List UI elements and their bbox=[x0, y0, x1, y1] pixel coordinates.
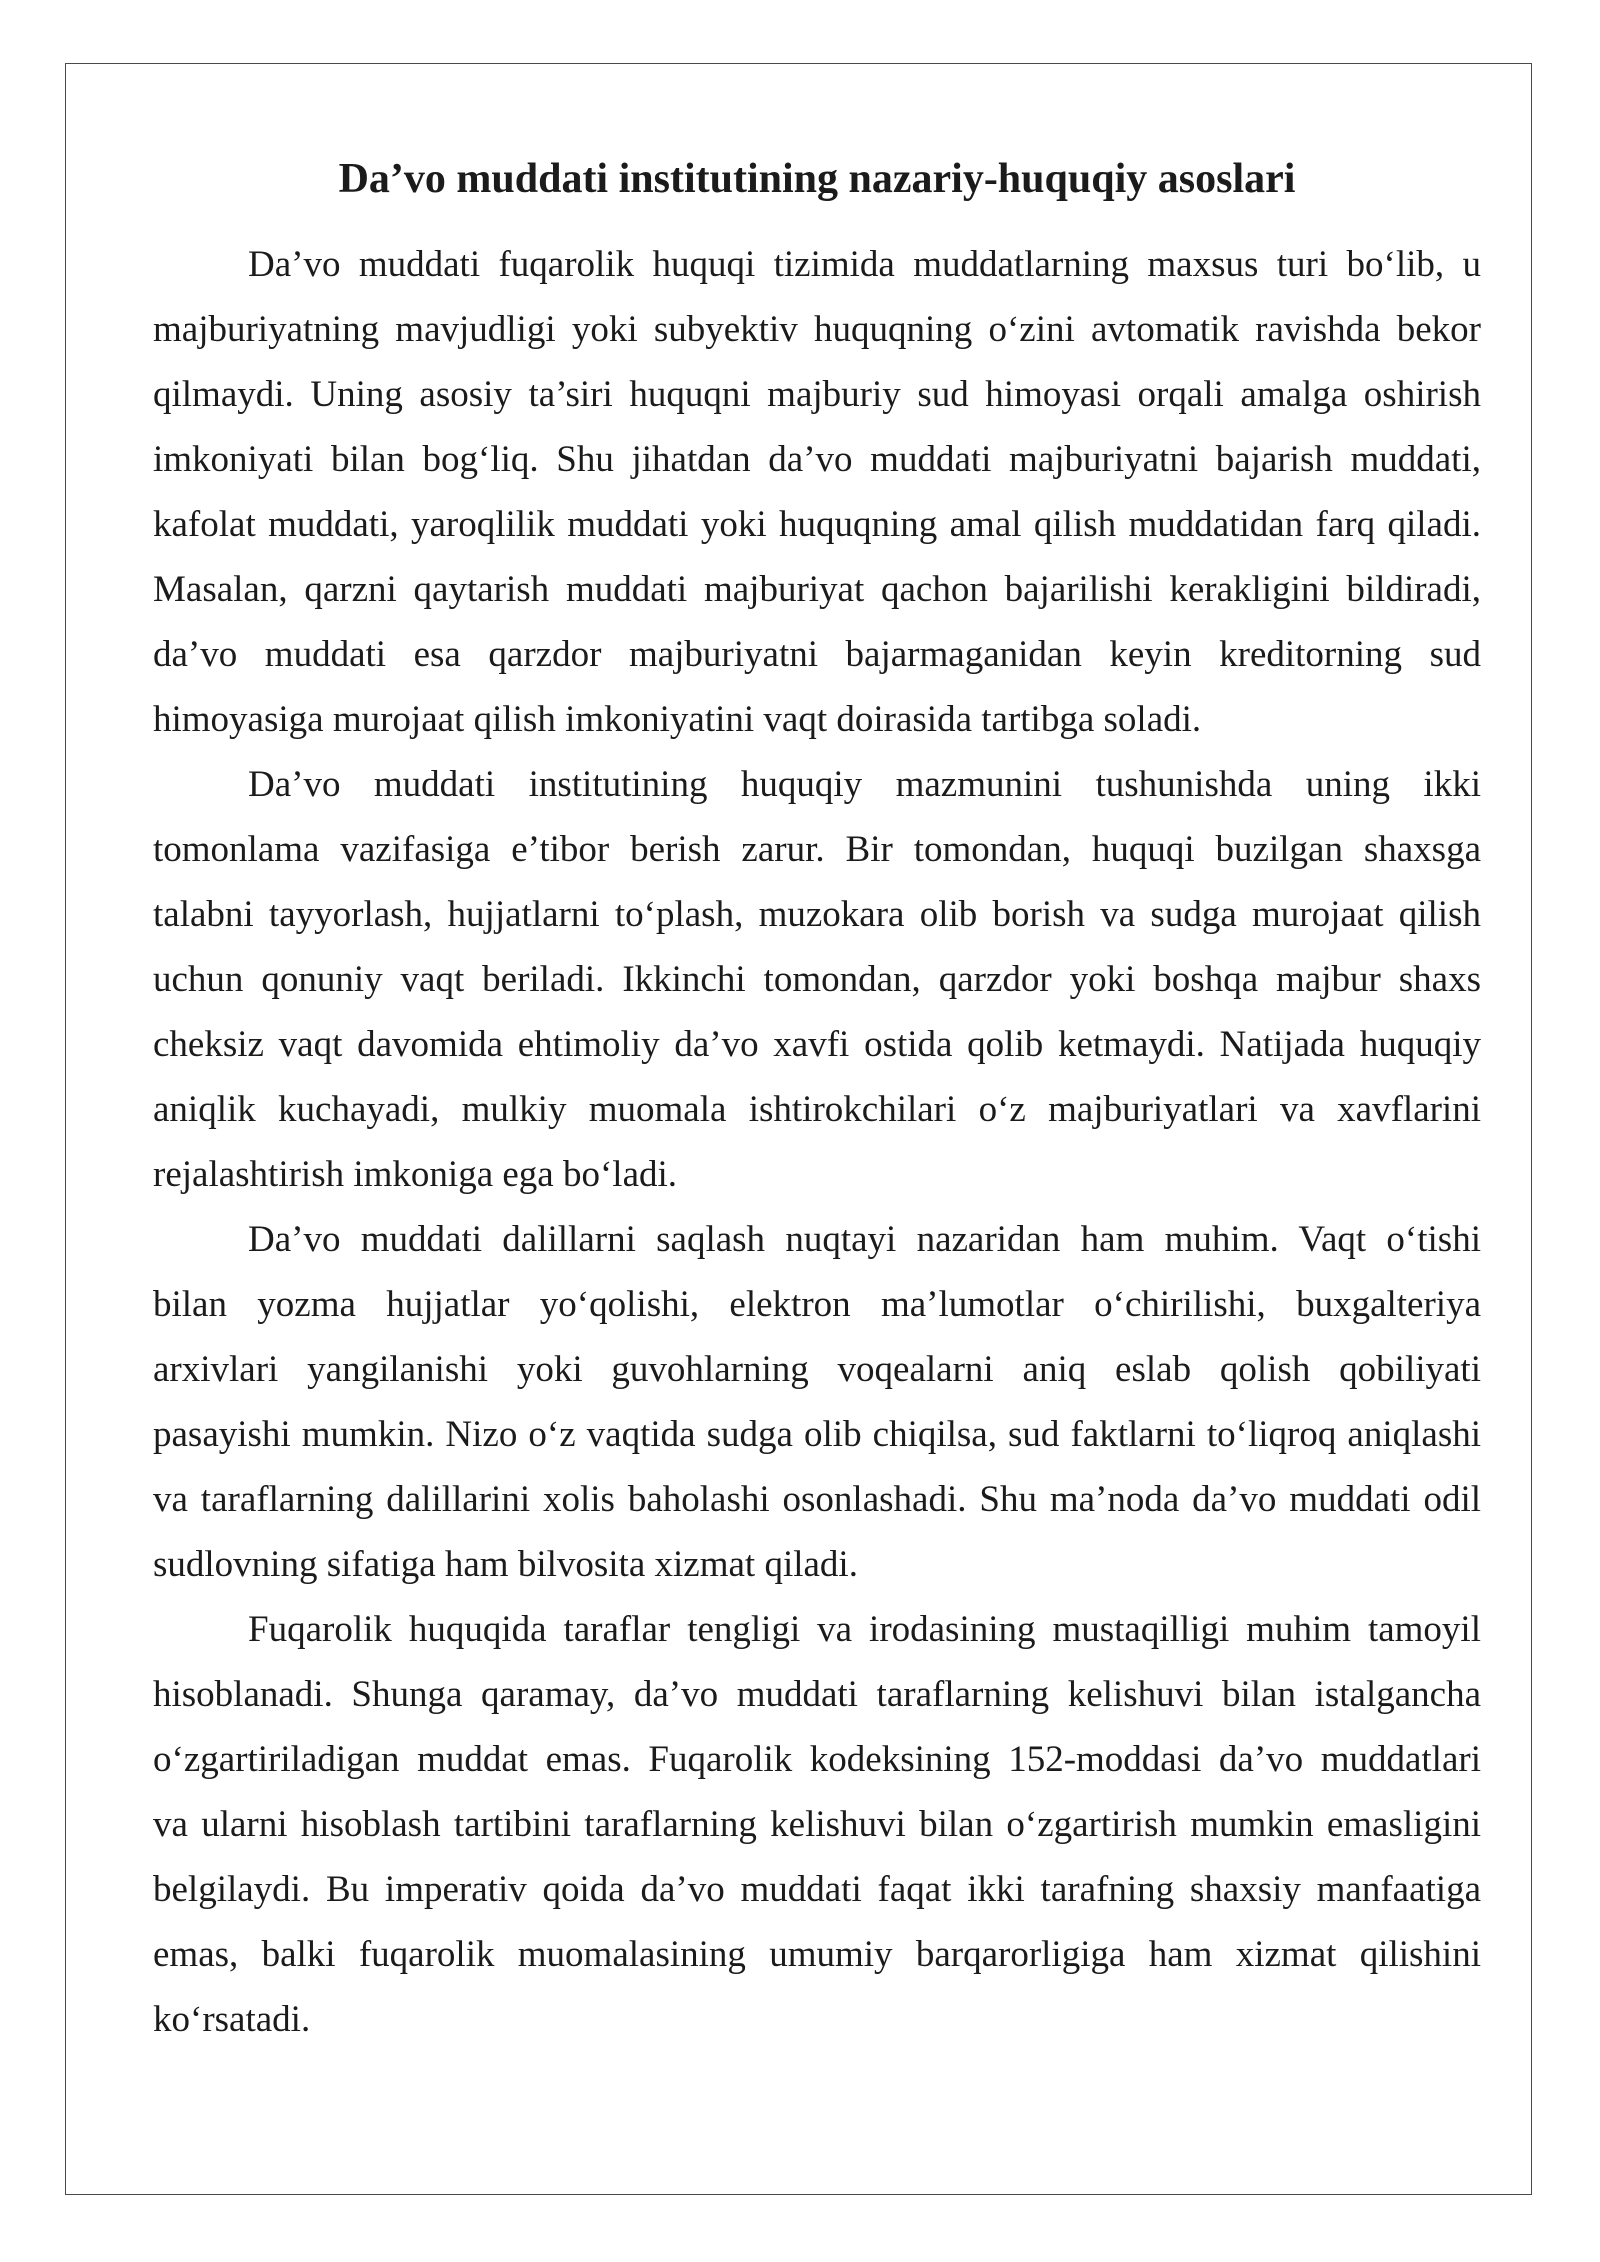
text-line: cheksiz vaqt davomida ehtimoliy da’vo xavfi ostida qolib ketmaydi. Natijada huquqiy bbox=[153, 1024, 1481, 1065]
text-line: qilmaydi. Uning asosiy ta’siri huquqni majburiy sud himoyasi orqali amalga oshirish bbox=[153, 374, 1481, 415]
text-line: da’vo muddati esa qarzdor majburiyatni bajarmaganidan keyin kreditorning sud bbox=[153, 634, 1481, 675]
text-line: imkoniyati bilan bog‘liq. Shu jihatdan da’vo muddati majburiyatni bajarish muddati, bbox=[153, 439, 1481, 480]
text-line: kafolat muddati, yaroqlilik muddati yoki huquqning amal qilish muddatidan farq qiladi. bbox=[153, 504, 1481, 545]
text-line: sudlovning sifatiga ham bilvosita xizmat qiladi. bbox=[153, 1544, 858, 1585]
text-line: himoyasiga murojaat qilish imkoniyatini vaqt doirasida tartibga soladi. bbox=[153, 699, 1202, 740]
paragraph bbox=[153, 1207, 1481, 1597]
text-line: hisoblanadi. Shunga qaramay, da’vo muddati taraflarning kelishuvi bilan istalgancha bbox=[153, 1674, 1481, 1715]
text-line: emas, balki fuqarolik muomalasining umumiy barqarorligiga ham xizmat qilishini bbox=[153, 1934, 1481, 1975]
document-title: Da’vo muddati institutining nazariy-huquqiy asoslari bbox=[338, 156, 1296, 202]
text-line: Masalan, qarzni qaytarish muddati majburiyat qachon bajarilishi kerakligini bildiradi, bbox=[153, 569, 1481, 610]
text-line: uchun qonuniy vaqt beriladi. Ikkinchi tomondan, qarzdor yoki boshqa majbur shaxs bbox=[153, 959, 1481, 1000]
paragraph bbox=[153, 232, 1481, 752]
paragraph bbox=[153, 752, 1481, 1207]
text-line: pasayishi mumkin. Nizo o‘z vaqtida sudga olib chiqilsa, sud faktlarni to‘liqroq aniqlashi bbox=[153, 1414, 1481, 1455]
text-line: tomonlama vazifasiga e’tibor berish zarur. Bir tomondan, huquqi buzilgan shaxsga bbox=[153, 829, 1481, 870]
text-line: bilan yozma hujjatlar yo‘qolishi, elektron ma’lumotlar o‘chirilishi, buxgalteriya bbox=[153, 1284, 1481, 1325]
document-body bbox=[153, 232, 1481, 2052]
text-line: Fuqarolik huquqida taraflar tengligi va irodasining mustaqilligi muhim tamoyil bbox=[248, 1609, 1481, 1650]
text-line: ko‘rsatadi. bbox=[153, 1999, 311, 2040]
text-line: Da’vo muddati fuqarolik huquqi tizimida muddatlarning maxsus turi bo‘lib, u bbox=[248, 244, 1481, 285]
text-line: rejalashtirish imkoniga ega bo‘ladi. bbox=[153, 1154, 678, 1195]
text-line: majburiyatning mavjudligi yoki subyektiv huquqning o‘zini avtomatik ravishda bekor bbox=[153, 309, 1481, 350]
text-line: aniqlik kuchayadi, mulkiy muomala ishtirokchilari o‘z majburiyatlari va xavflarini bbox=[153, 1089, 1481, 1130]
paragraph bbox=[153, 1597, 1481, 2052]
text-line: va ularni hisoblash tartibini taraflarning kelishuvi bilan o‘zgartirish mumkin emasligini bbox=[153, 1804, 1481, 1845]
text-line: Da’vo muddati dalillarni saqlash nuqtayi nazaridan ham muhim. Vaqt o‘tishi bbox=[248, 1219, 1481, 1260]
text-line: talabni tayyorlash, hujjatlarni to‘plash, muzokara olib borish va sudga murojaat qilish bbox=[153, 894, 1481, 935]
text-line: arxivlari yangilanishi yoki guvohlarning voqealarni aniq eslab qolish qobiliyati bbox=[153, 1349, 1481, 1390]
text-line: o‘zgartiriladigan muddat emas. Fuqarolik kodeksining 152-moddasi da’vo muddatlari bbox=[153, 1739, 1481, 1780]
text-line: va taraflarning dalillarini xolis baholashi osonlashadi. Shu ma’noda da’vo muddati odil bbox=[153, 1479, 1481, 1520]
text-line: Da’vo muddati institutining huquqiy mazmunini tushunishda uning ikki bbox=[248, 764, 1481, 805]
text-line: belgilaydi. Bu imperativ qoida da’vo muddati faqat ikki tarafning shaxsiy manfaatiga bbox=[153, 1869, 1481, 1910]
